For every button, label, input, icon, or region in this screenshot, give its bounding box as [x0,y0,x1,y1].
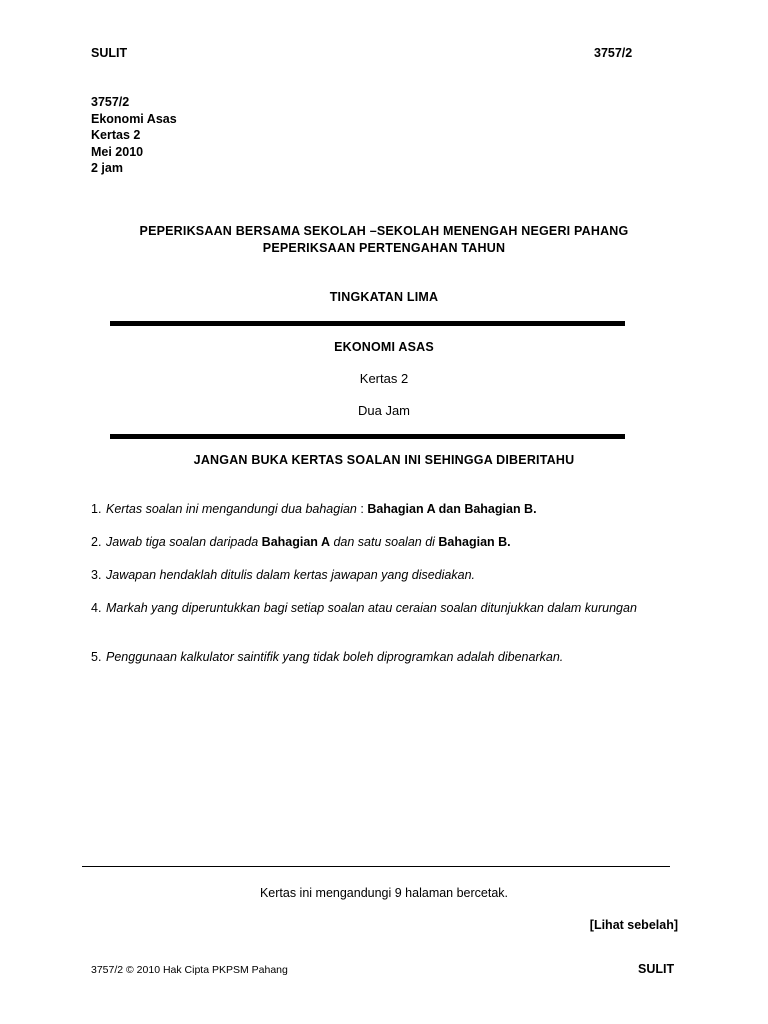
instruction-number: 4. [91,601,102,615]
instruction-separator: : [356,502,368,516]
instruction-number: 5. [91,650,102,664]
footer-sulit: SULIT [638,962,675,976]
meta-paper: Kertas 2 [91,128,141,142]
meta-duration: 2 jam [91,161,123,175]
header-sulit: SULIT [91,46,128,60]
instruction-text: Markah yang diperuntukkan bagi setiap soalan atau ceraian soalan ditunjukkan dalam kurungan [106,601,637,615]
instruction-1 [91,502,651,517]
copyright-notice: 3757/2 © 2010 Hak Cipta PKPSM Pahang [91,964,288,976]
subject-title: EKONOMI ASAS [334,340,434,354]
instruction-4 [91,601,651,616]
instruction-text: Kertas soalan ini mengandungi dua bahagian [106,502,357,516]
meta-block [91,94,177,177]
instruction-emphasis: Bahagian A dan Bahagian B. [367,502,537,516]
instruction-text: Jawab tiga soalan daripada [106,535,262,549]
instruction-text: Penggunaan kalkulator saintifik yang tidak boleh diprogramkan adalah dibenarkan. [106,650,564,664]
paper-label: Kertas 2 [359,371,409,386]
page-count-note: Kertas ini mengandungi 9 halaman bercetak. [259,886,509,900]
instruction-emphasis: Bahagian A [261,535,330,549]
duration-label: Dua Jam [357,403,411,418]
bottom-rule [110,434,625,439]
instruction-text: dan satu soalan di [329,535,439,549]
header-code: 3757/2 [594,46,633,60]
meta-subject: Ekonomi Asas [91,111,177,126]
form-level: TINGKATAN LIMA [329,290,439,304]
instruction-number: 2. [91,535,102,549]
instruction-3 [91,568,651,583]
meta-date: Mei 2010 [91,144,144,159]
instruction-number: 3. [91,568,102,582]
exam-title-line1: PEPERIKSAAN BERSAMA SEKOLAH –SEKOLAH MENENGAH NEGERI PAHANG [139,224,629,238]
warning-text: JANGAN BUKA KERTAS SOALAN INI SEHINGGA DIBERITAHU [193,453,575,467]
see-next-page: [Lihat sebelah] [589,918,678,932]
footer-rule [82,866,670,867]
instruction-text: Jawapan hendaklah ditulis dalam kertas jawapan yang disediakan. [106,568,475,582]
instruction-number: 1. [91,502,102,516]
top-rule [110,321,625,326]
instruction-5 [91,650,651,665]
instruction-2 [91,535,651,550]
meta-code: 3757/2 [91,95,130,109]
exam-title-line2: PEPERIKSAAN PERTENGAHAN TAHUN [262,241,506,255]
instruction-emphasis: Bahagian B. [438,535,511,549]
